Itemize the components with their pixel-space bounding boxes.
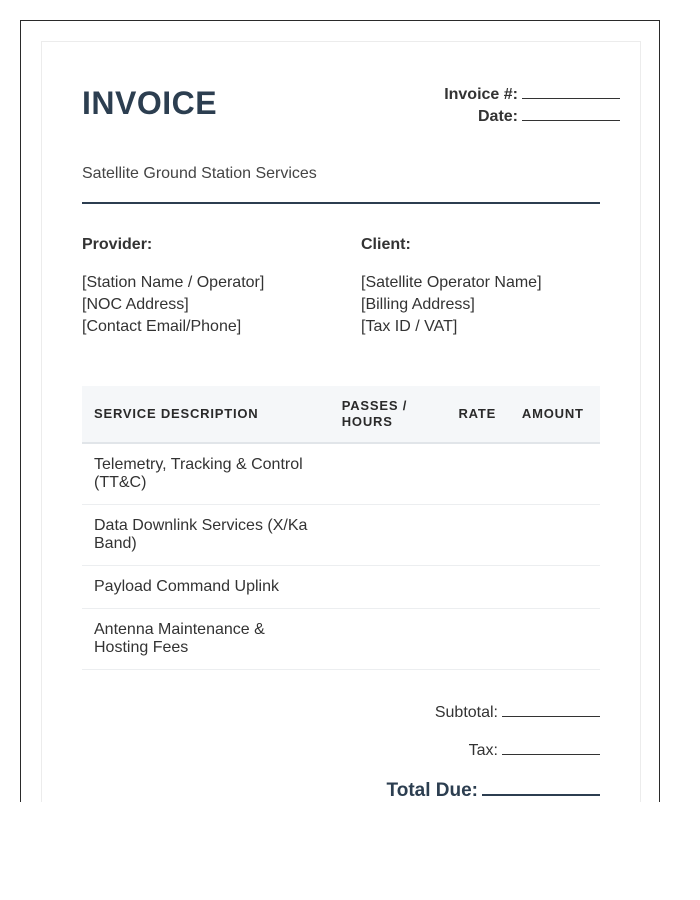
client-line: [Tax ID / VAT] xyxy=(361,318,458,335)
page-frame xyxy=(20,20,660,802)
invoice-date-label: Date: xyxy=(477,108,518,125)
services-table xyxy=(82,386,600,670)
table-row xyxy=(82,443,600,505)
subtotal-blank xyxy=(502,702,600,717)
rate-cell xyxy=(446,566,509,609)
table-row xyxy=(82,609,600,670)
rate-cell xyxy=(446,443,509,505)
col-rate: RATE xyxy=(446,386,509,443)
client-line: [Satellite Operator Name] xyxy=(361,274,542,291)
col-service-description: SERVICE DESCRIPTION xyxy=(82,386,330,443)
provider-heading: Provider: xyxy=(82,236,153,253)
total-due-label: Total Due: xyxy=(386,780,478,801)
invoice-subtitle: Satellite Ground Station Services xyxy=(82,165,317,182)
client-block xyxy=(361,235,601,338)
amount-cell xyxy=(510,609,600,670)
service-description-cell: Payload Command Uplink xyxy=(82,566,330,609)
amount-cell xyxy=(510,566,600,609)
provider-line: [Station Name / Operator] xyxy=(82,274,265,291)
passes-cell xyxy=(330,609,447,670)
table-header-row xyxy=(82,386,600,443)
invoice-number-row xyxy=(444,84,620,106)
provider-line: [NOC Address] xyxy=(82,296,189,313)
passes-cell xyxy=(330,443,447,505)
services-table-body xyxy=(82,443,600,670)
services-table-head xyxy=(82,386,600,443)
provider-line: [Contact Email/Phone] xyxy=(82,318,242,335)
tax-blank xyxy=(502,740,600,755)
col-amount: AMOUNT xyxy=(510,386,600,443)
invoice-title: INVOICE xyxy=(82,85,218,121)
total-due-row xyxy=(387,778,600,802)
total-due-blank xyxy=(482,778,600,796)
subtotal-label: Subtotal: xyxy=(434,704,498,721)
client-line: [Billing Address] xyxy=(361,296,475,313)
invoice-sheet xyxy=(41,41,641,802)
totals-block xyxy=(387,702,600,802)
tax-label: Tax: xyxy=(468,742,498,759)
table-row xyxy=(82,505,600,566)
provider-block xyxy=(82,235,322,338)
header-divider xyxy=(82,202,600,204)
rate-cell xyxy=(446,505,509,566)
amount-cell xyxy=(510,505,600,566)
service-description-cell: Antenna Maintenance & Hosting Fees xyxy=(82,609,330,670)
tax-row xyxy=(387,740,600,762)
service-description-cell: Data Downlink Services (X/Ka Band) xyxy=(82,505,330,566)
passes-cell xyxy=(330,566,447,609)
invoice-number-blank xyxy=(522,84,620,99)
invoice-meta xyxy=(444,84,620,128)
table-row xyxy=(82,566,600,609)
amount-cell xyxy=(510,443,600,505)
invoice-date-blank xyxy=(522,106,620,121)
client-heading: Client: xyxy=(361,236,411,253)
service-description-cell: Telemetry, Tracking & Control (TT&C) xyxy=(82,443,330,505)
invoice-number-label: Invoice #: xyxy=(444,86,518,103)
col-passes-hours: PASSES / HOURS xyxy=(330,386,447,443)
passes-cell xyxy=(330,505,447,566)
subtotal-row xyxy=(387,702,600,724)
rate-cell xyxy=(446,609,509,670)
invoice-date-row xyxy=(444,106,620,128)
